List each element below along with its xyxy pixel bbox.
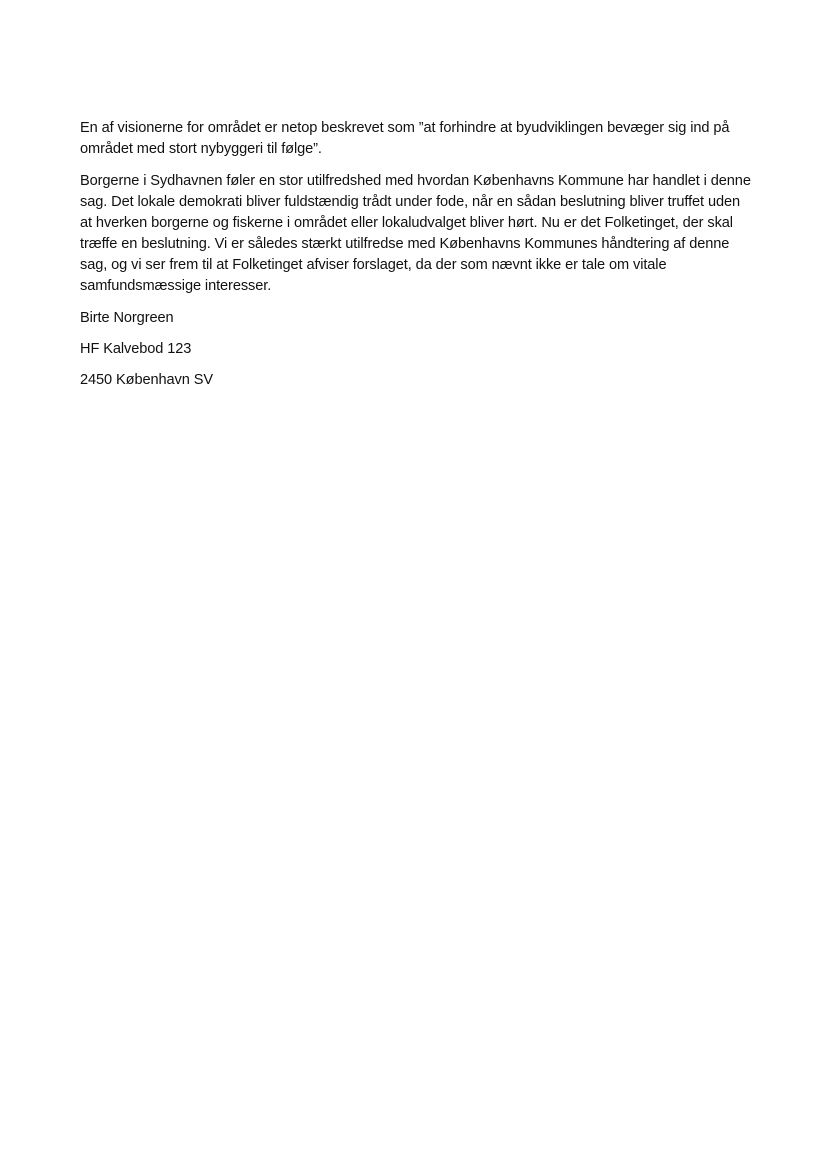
document-body (80, 118, 752, 401)
signature-postal: 2450 København SV (80, 372, 213, 388)
paragraph-vision-quote: En af visionerne for området er netop beskrevet som ”at forhindre at byudviklingen bevæger sig ind på området med stort nybyggeri til følge”. (80, 120, 730, 157)
paragraph-citizen-dissatisfaction: Borgerne i Sydhavnen føler en stor utilfredshed med hvordan Københavns Kommune har handlet i denne sag. Det lokale demokrati bliver fuldstændig trådt under fode, når en sådan beslutning bliver truffet uden at hverken borgerne og fiskerne i området eller lokaludvalget bliver hørt. Nu er det Folketinget, der skal træffe en beslutning. Vi er således stærkt utilfredse med Københavns Kommunes håndtering af denne sag, og vi ser frem til at Folketinget afviser forslaget, da der som nævnt ikke er tale om vitale samfundsmæssige interesser. (80, 173, 751, 294)
signature-name: Birte Norgreen (80, 310, 174, 326)
signature-address: HF Kalvebod 123 (80, 341, 192, 357)
